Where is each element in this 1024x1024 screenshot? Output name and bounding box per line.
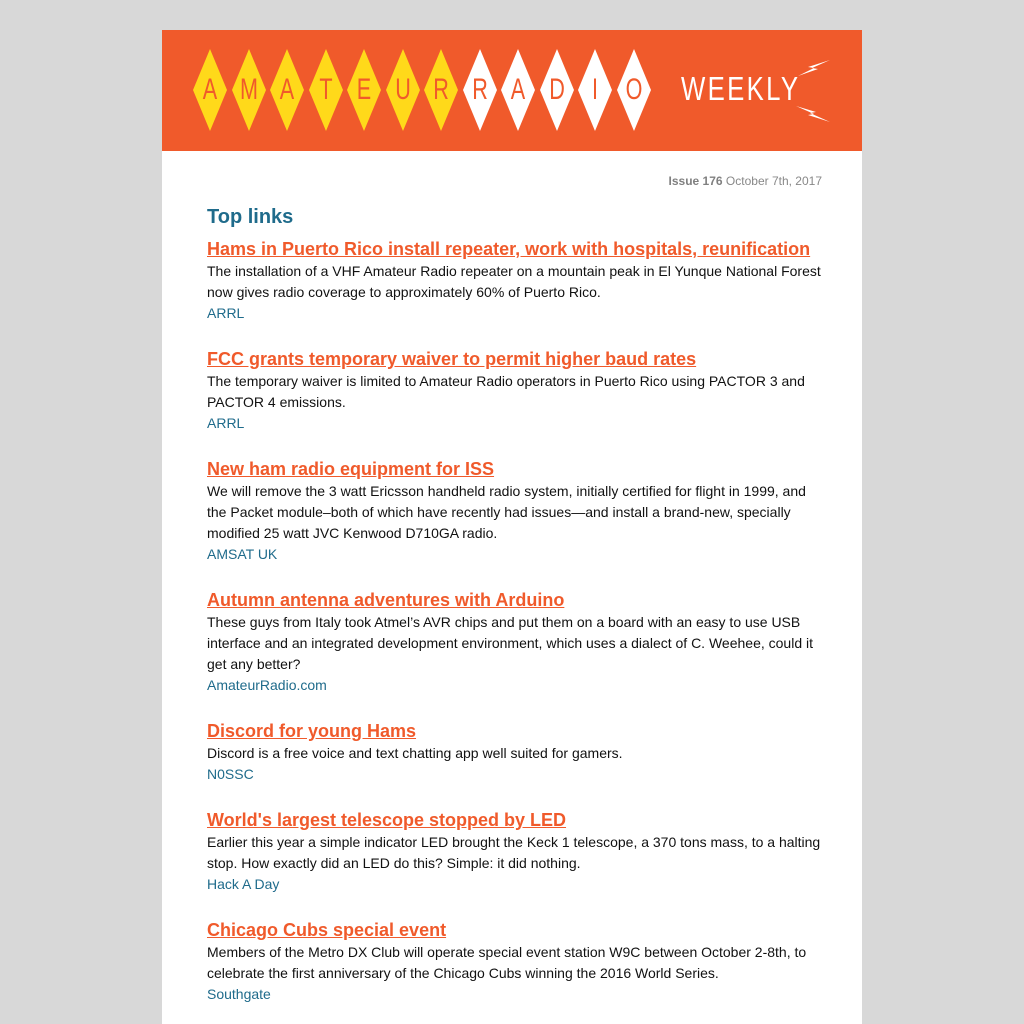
logo-letter: O [625, 73, 642, 106]
logo-diamond [578, 49, 612, 131]
article-title-link[interactable]: Chicago Cubs special event [207, 920, 447, 940]
lightning-bolt-icon [794, 58, 832, 78]
logo-letter: A [202, 73, 218, 106]
section-title: Top links [207, 206, 294, 228]
article-description: Discord is a free voice and text chatting app well suited for gamers. [207, 745, 623, 761]
issue-info [207, 151, 822, 194]
article-item [207, 919, 822, 1005]
article-item [207, 809, 822, 895]
logo-diamond [617, 49, 651, 131]
header-banner [162, 30, 862, 151]
article-source-link[interactable]: AmateurRadio.com [207, 677, 327, 693]
article-list [207, 238, 822, 1005]
article-item [207, 589, 822, 696]
logo-diamond [501, 49, 535, 131]
article-title-link[interactable]: Discord for young Hams [207, 721, 417, 741]
logo-diamond [463, 49, 497, 131]
logo-diamond [309, 49, 343, 131]
logo-letter: M [239, 73, 258, 106]
article-title-link[interactable]: FCC grants temporary waiver to permit higher baud rates [207, 349, 697, 369]
logo-diamond [193, 49, 227, 131]
article-description: These guys from Italy took Atmel’s AVR chips and put them on a board with an easy to use USB interface and an integrated development environment, which uses a dialect of C. Weehee, could it get any better? [207, 614, 813, 672]
article-source-link[interactable]: AMSAT UK [207, 546, 278, 562]
logo-letter: D [548, 73, 565, 106]
article-title-link[interactable]: World's largest telescope stopped by LED [207, 810, 567, 830]
logo-letter: R [433, 73, 449, 106]
article-description: Members of the Metro DX Club will operate special event station W9C between October 2-8th, to celebrate the first anniversary of the Chicago Cubs winning the 2016 World Series. [207, 944, 807, 981]
article-description: Earlier this year a simple indicator LED brought the Keck 1 telescope, a 370 tons mass, to a halting stop. How exactly did an LED do this? Simple: it did nothing. [207, 834, 821, 871]
logo-letter: U [394, 73, 411, 106]
issue-number: Issue 176 [668, 174, 723, 188]
article-item [207, 720, 822, 785]
logo-diamond [232, 49, 266, 131]
logo-letter: R [471, 73, 488, 106]
article-source-link[interactable]: ARRL [207, 415, 245, 431]
article-item [207, 238, 822, 324]
logo-letter: E [356, 73, 372, 106]
newsletter-page [162, 30, 862, 1024]
article-title-link[interactable]: Hams in Puerto Rico install repeater, work with hospitals, reunification [207, 239, 811, 259]
logo-diamond [386, 49, 420, 131]
article-description: The installation of a VHF Amateur Radio repeater on a mountain peak in El Yunque National Forest now gives radio coverage to approximately 60% of Puerto Rico. [207, 263, 821, 300]
logo-letter: I [591, 73, 599, 106]
issue-date: October 7th, 2017 [725, 174, 822, 188]
article-description: We will remove the 3 watt Ericsson handheld radio system, initially certified for flight in 1999, and the Packet module–both of which have recently had issues—and install a brand-new, specially modified 25 watt JVC Kenwood D710GA radio. [207, 483, 806, 541]
logo-letter: T [318, 73, 333, 106]
weekly-label: WEEKLY [681, 70, 801, 107]
logo-letter: A [510, 73, 526, 106]
logo-letter: A [279, 73, 295, 106]
logo-diamond [540, 49, 574, 131]
logo-diamond [424, 49, 458, 131]
article-source-link[interactable]: ARRL [207, 305, 245, 321]
article-source-link[interactable]: Hack A Day [207, 876, 280, 892]
article-item [207, 458, 822, 565]
article-title-link[interactable]: New ham radio equipment for ISS [207, 459, 495, 479]
logo-diamond [270, 49, 304, 131]
article-item [207, 348, 822, 434]
article-source-link[interactable]: N0SSC [207, 766, 254, 782]
article-description: The temporary waiver is limited to Amateur Radio operators in Puerto Rico using PACTOR 3 and PACTOR 4 emissions. [207, 373, 805, 410]
content-area [162, 151, 862, 1005]
logo-diamond [347, 49, 381, 131]
article-title-link[interactable]: Autumn antenna adventures with Arduino [207, 590, 565, 610]
lightning-bolt-icon [794, 104, 832, 124]
article-source-link[interactable]: Southgate [207, 986, 271, 1002]
